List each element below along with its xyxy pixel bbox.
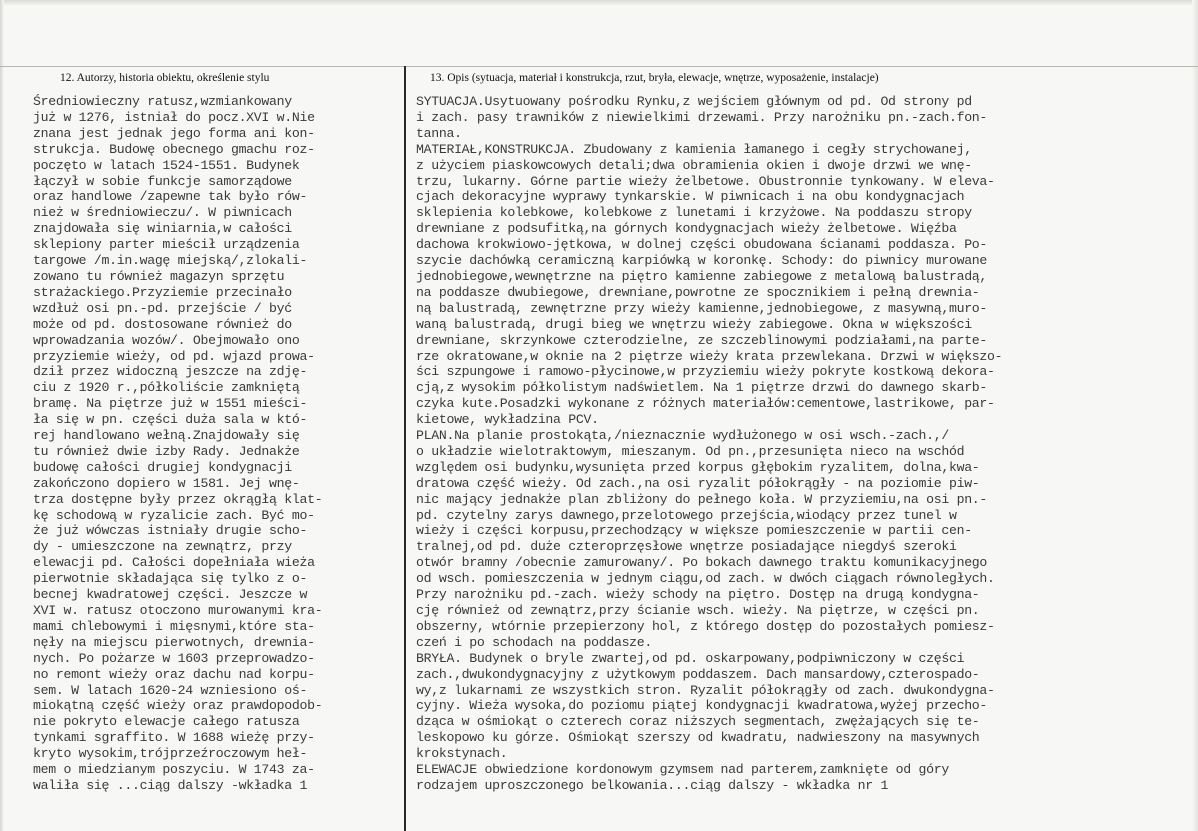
text-line: waną balustradą, drugi bieg we wnętrzu wieży zabiegowe. Okna w większości bbox=[416, 316, 972, 332]
text-line: ła się w pn. części duża sala w któ- bbox=[33, 412, 308, 428]
text-line: miokątną część wieży oraz prawdopodob- bbox=[33, 698, 323, 714]
text-line: mami chlebowymi i mięsnymi,które sta- bbox=[33, 618, 315, 634]
text-line: nych. Po pożarze w 1603 przeprowadzo- bbox=[33, 650, 315, 666]
text-line: zakończono dopiero w 1581. Jej wnę- bbox=[33, 475, 300, 491]
page-top-edge bbox=[0, 0, 1198, 6]
text-line: krokstynach. bbox=[416, 746, 508, 762]
text-line: o układzie wielotraktowym, mieszanym. Od pn.,przesunięta nieco na wschód bbox=[416, 443, 965, 459]
text-line: względem osi budynku,wysunięta przed korpus głębokim ryzalitem, dolna,kwa- bbox=[416, 459, 980, 475]
text-line: zach.,dwukondygnacyjny z użytkowym poddaszem. Dach mansardowy,czterospado- bbox=[416, 666, 980, 682]
text-line: dząca w ośmiokąt o czterech coraz niższych segmentach, zwężających się te- bbox=[416, 714, 980, 730]
text-line: wy,z lukarnami ze wszystkich stron. Ryzalit półokrągły od zach. dwukondygna- bbox=[416, 682, 995, 698]
text-line: dził przez widoczną jeszcze na zdję- bbox=[33, 364, 308, 380]
text-line: SYTUACJA.Usytuowany pośrodku Rynku,z wejściem głównym od pd. Od strony pd bbox=[416, 94, 972, 109]
text-line: oraz handlowe /zapewne tak było rów- bbox=[33, 189, 308, 205]
text-line: targowe /m.in.wagę miejską/,zlokali- bbox=[33, 253, 308, 269]
text-line: ciu z 1920 r.,półkoliście zamkniętą bbox=[33, 380, 300, 396]
text-line: sklepienia kolebkowe, kolebkowe z lunetami i krzyżowe. Na poddaszu stropy bbox=[416, 205, 972, 221]
page-right-edge bbox=[1192, 0, 1198, 831]
text-line: kietowe, wykładzina PCV. bbox=[416, 412, 599, 428]
text-line: od wsch. pomieszczenia w jednym ciągu,od zach. w dwóch ciągach równoległych. bbox=[416, 571, 995, 587]
text-line: przyziemie wieży, od pd. wjazd prowa- bbox=[33, 348, 315, 364]
text-line: elewacji pd. Całości dopełniała wieża bbox=[33, 555, 315, 571]
text-line: wzdłuż osi pn.-pd. przejście / być bbox=[33, 300, 292, 316]
text-line: może od pd. dostosowane również do bbox=[33, 316, 292, 332]
text-line: strażackiego.Przyziemie przecinało bbox=[33, 284, 292, 300]
text-line: cyjny. Wieża wysoka,do poziomu piątej kondygnacji kwadratowa,wyżej przecho- bbox=[416, 698, 988, 714]
text-line: drewniane, skrzynkowe czterodzielne, ze szczeblinowymi podziałami,na parte- bbox=[416, 332, 988, 348]
text-line: budowę całości drugiej kondygnacji bbox=[33, 459, 292, 475]
right-section-heading: 13. Opis (sytuacja, materiał i konstrukcja, rzut, bryła, elewacje, wnętrze, wyposażenie, instalacje) bbox=[430, 72, 879, 84]
text-line: pierwotnie składająca się tylko z o- bbox=[33, 571, 308, 587]
text-line: trza dostępne były przez okrągłą klat- bbox=[33, 491, 323, 507]
text-line: kryto wysokim,trójprzeźroczowym heł- bbox=[33, 746, 308, 762]
text-line: szycie dachówką ceramiczną karpiówką w koronkę. Schody: do piwnicy murowane bbox=[416, 253, 988, 269]
text-line: waliła się ...ciąg dalszy -wkładka 1 bbox=[33, 777, 308, 793]
text-line: sklepiony parter mieścił urządzenia bbox=[33, 237, 300, 253]
text-line: nie pokryto elewacje całego ratusza bbox=[33, 714, 300, 730]
text-line: pd. czytelny zarys dawnego,przelotowego przejścia,wiodący przez tunel w bbox=[416, 507, 957, 523]
text-line: wieży i części korpusu,przechodzący w większe pomieszczenie w partii cen- bbox=[416, 523, 972, 539]
text-line: no remont wieży oraz dachu nad korpu- bbox=[33, 666, 315, 682]
text-line: dy - umieszczone na zewnątrz, przy bbox=[33, 539, 292, 555]
text-line: rej handlowano wełną.Znajdowały się bbox=[33, 428, 300, 444]
text-line: cję również od zewnątrz,przy ścianie wsch. wieży. Na piętrze, w części pn. bbox=[416, 603, 980, 618]
text-line: drewniane z podsufitką,na górnych kondygnacjach wieży żelbetowe. Więźba bbox=[416, 221, 957, 237]
page-left-edge bbox=[0, 0, 4, 831]
text-line: z użyciem piaskowcowych detali;dwa obramienia okien i dwoje drzwi we wnę- bbox=[416, 157, 972, 173]
text-line: obszerny, wtórnie przepierzony hol, z którego dostęp do pozostałych pomiesz- bbox=[416, 618, 995, 634]
text-line: łączył w sobie funkcje samorządowe bbox=[33, 173, 292, 189]
text-line: nęły na miejscu pierwotnych, drewnia- bbox=[33, 634, 315, 650]
text-line: rze okratowane,w oknie na 2 piętrze wieży krata przewlekana. Drzwi w większo- bbox=[416, 348, 1003, 364]
text-line: zowano tu również magazyn sprzętu bbox=[33, 268, 285, 284]
text-line: ści szpungowe i ramowo-płycinowe,w przyziemiu wieży pokryte kostkową dekora- bbox=[416, 364, 995, 380]
text-line: mem o miedzianym poszyciu. W 1743 za- bbox=[33, 762, 315, 778]
text-line: znana jest jednak jego forma ani kon- bbox=[33, 125, 315, 141]
text-line: cją,z wysokim półkolistym nadświetlem. Na 1 piętrze drzwi do dawnego skarb- bbox=[416, 380, 988, 396]
text-line: tanna. bbox=[416, 125, 462, 141]
description-text-column bbox=[416, 94, 1192, 794]
text-line: XVI w. ratusz otoczono murowanymi kra- bbox=[33, 603, 323, 618]
text-line: MATERIAŁ,KONSTRUKCJA. Zbudowany z kamienia łamanego i cegły strychowanej, bbox=[416, 141, 972, 157]
text-line: sem. W latach 1620-24 wzniesiono oś- bbox=[33, 682, 308, 698]
text-line: wprowadzania wozów/. Obejmowało ono bbox=[33, 332, 300, 348]
text-line: nież w średniowieczu/. W piwnicach bbox=[33, 205, 292, 221]
text-line: tu również dwie izby Rady. Jednakże bbox=[33, 443, 300, 459]
text-line: PLAN.Na planie prostokąta,/nieznacznie wydłużonego w osi wsch.-zach.,/ bbox=[416, 428, 949, 444]
text-line: becnej kwadratowej części. Jeszcze w bbox=[33, 587, 308, 603]
text-line: tynkami sgraffito. W 1688 wieżę przy- bbox=[33, 730, 315, 746]
text-line: poczęto w latach 1524-1551. Budynek bbox=[33, 157, 300, 173]
text-line: czyka kute.Posadzki wykonane z różnych materiałów:cementowe,lastrikowe, par- bbox=[416, 396, 995, 412]
text-line: rodzajem uproszczonego belkowania...ciąg dalszy - wkładka nr 1 bbox=[416, 777, 889, 793]
text-line: kę schodową w ryzalicie zach. Być mo- bbox=[33, 507, 315, 523]
text-line: ELEWACJE obwiedzione kordonowym gzymsem nad parterem,zamknięte od góry bbox=[416, 762, 949, 778]
text-line: nic mający jednakże plan zbliżony do pełnego koła. W przyziemiu,na osi pn.- bbox=[416, 491, 988, 507]
text-line: otwór bramny /obecnie zamurowany/. Po bokach dawnego traktu komunikacyjnego bbox=[416, 555, 988, 571]
text-line: i zach. pasy trawników z niewielkimi drzewami. Przy narożniku pn.-zach.fon- bbox=[416, 109, 988, 125]
text-line: na poddasze dwubiegowe, drewniane,powrotne ze spocznikiem i pełną drewnia- bbox=[416, 284, 980, 300]
text-line: znajdowała się winiarnia,w całości bbox=[33, 221, 292, 237]
text-line: Przy narożniku pd.-zach. wieży schody na piętro. Dostęp na drugą kondygna- bbox=[416, 587, 980, 603]
text-line: czeń i po schodach na poddasze. bbox=[416, 634, 653, 650]
text-line: cjach dekoracyjne wyprawy tynkarskie. W piwnicach i na obu kondygnacjach bbox=[416, 189, 965, 205]
text-line: jednobiegowe,wewnętrzne na piętro kamienne zabiegowe z metalową balustradą, bbox=[416, 268, 988, 284]
text-line: dachowa krokwiowo-jętkowa, w dolnej części obudowana ścianami poddasza. Po- bbox=[416, 237, 988, 253]
text-line: trzu, lukarny. Górne partie wieży żelbetowe. Obustronnie tynkowany. W eleva- bbox=[416, 173, 995, 189]
text-line: leskopowo ku górze. Ośmiokąt szerszy od kwadratu, nadwieszony na masywnych bbox=[416, 730, 980, 746]
text-line: ną balustradą, zewnętrzne przy wieży kamienne,jednobiegowe, z masywną,muro- bbox=[416, 300, 988, 316]
left-section-heading: 12. Autorzy, historia obiektu, określenie stylu bbox=[60, 72, 270, 84]
text-line: dratowa część wieży. Od zach.,na osi ryzalit półokrągły - na poziomie piw- bbox=[416, 475, 980, 491]
text-line: już w 1276, istniał do pocz.XVI w.Nie bbox=[33, 109, 315, 125]
history-text-column bbox=[33, 94, 395, 794]
text-line: BRYŁA. Budynek o bryle zwartej,od pd. oskarpowany,podpiwniczony w części bbox=[416, 650, 965, 666]
header-divider-line bbox=[0, 66, 1198, 67]
text-line: tralnej,od pd. duże czteroprzęsłowe wnętrze posiadające niegdyś szeroki bbox=[416, 539, 957, 555]
text-line: bramę. Na piętrze już w 1551 mieści- bbox=[33, 396, 308, 412]
text-line: że już wówczas istniały drugie scho- bbox=[33, 523, 308, 539]
text-line: Średniowieczny ratusz,wzmiankowany bbox=[33, 94, 292, 109]
column-divider-line bbox=[404, 66, 406, 831]
text-line: strukcja. Budowę obecnego gmachu roz- bbox=[33, 141, 315, 157]
